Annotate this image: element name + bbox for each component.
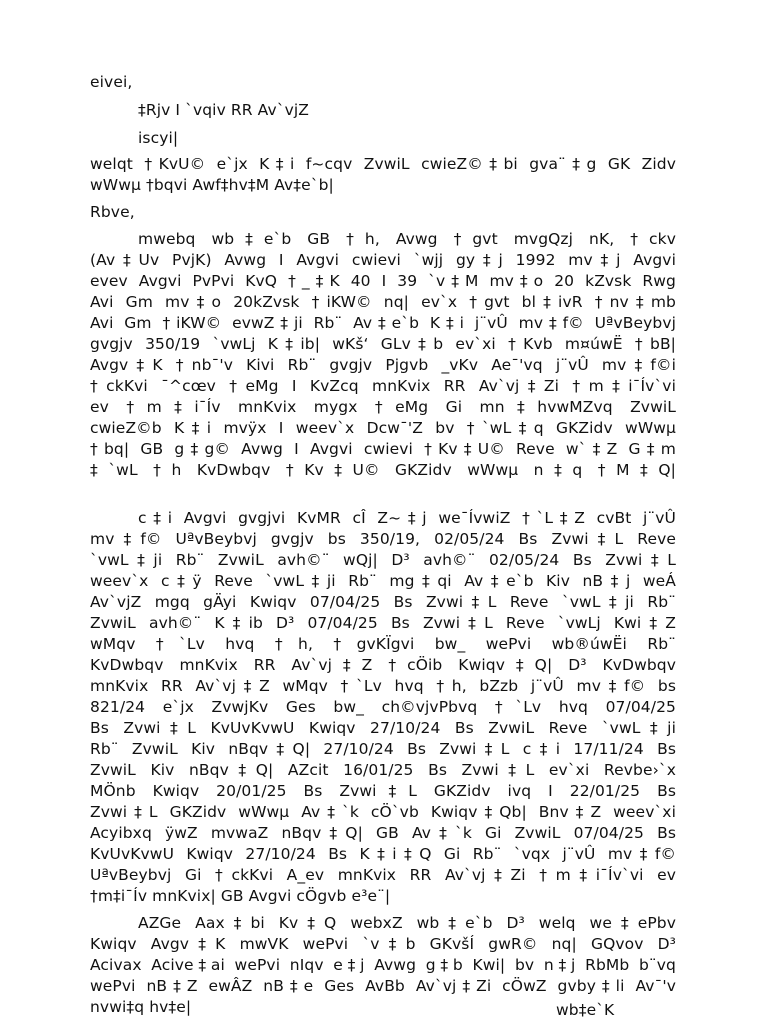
paragraph-3-line: AZGe Aax‡bi Kv‡Q webxZ wb‡e`b D³ welq we‡ePbv: [138, 914, 676, 932]
paragraph-1-line: †ckKvi ¯^cœv †eMg I KvZcq mnKvix RR Av`vj‡Zi †m‡i¯Ív`vi: [90, 377, 676, 395]
paragraph-2-line: KvUvKvwU Kwiqv 27/10/24 Bs K‡i‡Q Gi Rb¨ `vqx j¨vÛ mv‡f©: [90, 845, 676, 863]
paragraph-1-line: Avi Gm †iKW© evwZ‡ji Rb¨ Av‡e`b K‡i j¨vÛ mv‡f© UªvBeybvj: [90, 314, 676, 332]
greeting: Rbve,: [90, 203, 135, 221]
paragraph-2-line: UªvBeybvj Gi †ckKvi A_ev mnKvix RR Av`vj‡Zi †m‡i¯Ív`vi ev: [90, 866, 676, 884]
paragraph-2-line: wMqv †`Lv hvq †h, †gvKÏgvi bw_ wePvi wb®úwËi Rb¨: [90, 635, 676, 653]
paragraph-2-line: Av`vjZ mgq gÄyi Kwiqv 07/04/25 Bs Zvwi‡L Reve `vwL‡ji Rb¨: [90, 593, 676, 611]
paragraph-2-line: ZvwiL avh©¨ K‡ib D³ 07/04/25 Bs Zvwi‡L Reve `vwLj Kwi‡Z: [90, 614, 676, 632]
paragraph-1-line: cwieZ©b K‡i mvÿx I weev`x Dcw¯'Z bv †`wL‡q GKZidv wWwµ: [90, 419, 676, 437]
paragraph-2-line: weev`x c‡ÿ Reve `vwL‡ji Rb¨ mg‡qi Av‡e`b Kiv nB‡j weÁ: [90, 572, 676, 590]
paragraph-1-line: Avi Gm mv‡o 20kZvsk †iKW© nq| ev`x †gvt bl‡ivR †nv‡mb: [90, 293, 676, 311]
paragraph-2-line: Zvwi‡L GKZidv wWwµ Av‡`k cÖ`vb Kwiqv‡Qb| Bnv‡Z weev`xi: [90, 803, 676, 821]
paragraph-3-line: Kwiqv Avgv‡K mwVK wePvi `v‡b GKvšÍ gwR© nq| GQvov D³: [90, 935, 676, 953]
paragraph-2-line: mv‡f© UªvBeybvj gvgjv bs 350/19, 02/05/24 Bs Zvwi‡L Reve: [90, 530, 676, 548]
paragraph-2-line: c‡i Avgvi gvgjvi KvMR cÎ Z~‡j we¯ÍvwiZ †`L‡Z cvBt j¨vÛ: [138, 509, 676, 527]
paragraph-2-line: †m‡i¯Ív mnKvix| GB Avgvi cÖgvb e³e¨|: [90, 887, 391, 905]
paragraph-1-line: ‡`wL †h KvDwbqv †Kv‡U© GKZidv wWwµ n‡q †M‡Q|: [90, 461, 676, 479]
paragraph-2-line: mnKvix RR Av`vj‡Z wMqv †`Lv hvq †h, bZzb j¨vÛ mv‡f© bs: [90, 677, 676, 695]
salutation: eivei,: [90, 73, 133, 91]
paragraph-2-line: MÖnb Kwiqv 20/01/25 Bs Zvwi‡L GKZidv ivq I 22/01/25 Bs: [90, 782, 676, 800]
paragraph-2-line: Bs Zvwi‡L KvUvKvwU Kwiqv 27/10/24 Bs ZvwiL Reve `vwL‡ji: [90, 719, 676, 737]
paragraph-1-line: ev †m‡i¯Ív mnKvix mygx †eMg Gi mn‡hvwMZvq ZvwiL: [90, 398, 676, 416]
paragraph-2-line: KvDwbqv mnKvix RR Av`vj‡Z †cÖib Kwiqv‡Q| D³ KvDwbqv: [90, 656, 676, 674]
paragraph-2-line: Acyibxq ÿwZ mvwaZ nBqv‡Q| GB Av‡`k Gi ZvwiL 07/04/25 Bs: [90, 824, 676, 842]
paragraph-3-line: Acivax Acive‡ai wePvi nIqv e‡j Avwg g‡b Kwi| bv n‡j RbMb b¨vq: [90, 956, 676, 974]
signature-line: wb‡e`K: [556, 1001, 615, 1019]
paragraph-1-line: Avgv‡K †nb¯'v Kivi Rb¨ gvgjv Pjgvb _vKv Ae¯'vq j¨vÛ mv‡f©i: [90, 356, 676, 374]
subject-line-2: wWwµ †bqvi Awf‡hv‡M Av‡e`b|: [90, 176, 334, 194]
paragraph-1-line: (Av‡Uv PvjK) Avwg I Avgvi cwievi `wjj gy‡j 1992 mv‡j Avgvi: [90, 251, 676, 269]
subject-line-1: welqt †KvU© e`jx K‡i f~cqv ZvwiL cwieZ©‡bi gva¨‡g GK Zidv: [90, 155, 676, 173]
paragraph-2-line: ZvwiL Kiv nBqv‡Q| AZcit 16/01/25 Bs Zvwi‡L ev`xi Revbe›`x: [90, 761, 676, 779]
paragraph-3-line: wePvi nB‡Z ewÂZ nB‡e Ges AvBb Av`vj‡Zi cÖwZ gvby‡li Av¯'v: [90, 977, 676, 995]
paragraph-2-line: Rb¨ ZvwiL Kiv nBqv‡Q| 27/10/24 Bs Zvwi‡L c‡i 17/11/24 Bs: [90, 740, 676, 758]
paragraph-1-line: evev Avgvi PvPvi KvQ †_‡K 40 I 39 `v‡M mv‡o 20 kZvsk Rwg: [90, 272, 676, 290]
paragraph-3-line: nvwi‡q hv‡e|: [90, 998, 192, 1016]
location-line: iscyi|: [138, 129, 179, 147]
paragraph-2-line: `vwL‡ji Rb¨ ZvwiL avh©¨ wQj| D³ avh©¨ 02/05/24 Bs Zvwi‡L: [90, 551, 676, 569]
paragraph-2-line: 821/24 e`jx ZvwjKv Ges bw_ ch©vjvPbvq †`Lv hvq 07/04/25: [90, 698, 676, 716]
paragraph-1-line: gvgjv 350/19 `vwLj K‡ib| wKš‘ GLv‡b ev`xi †Kvb m¤úwË †bB|: [90, 335, 676, 353]
recipient-line: ‡Rjv I `vqiv RR Av`vjZ: [138, 101, 309, 119]
paragraph-1-line: mwebq wb‡e`b GB †h, Avwg †gvt mvgQzj nK, †ckv: [138, 230, 676, 248]
paragraph-1-line: †bq| GB g‡g© Avwg I Avgvi cwievi †Kv‡U© Reve w`‡Z G‡m: [90, 440, 676, 458]
